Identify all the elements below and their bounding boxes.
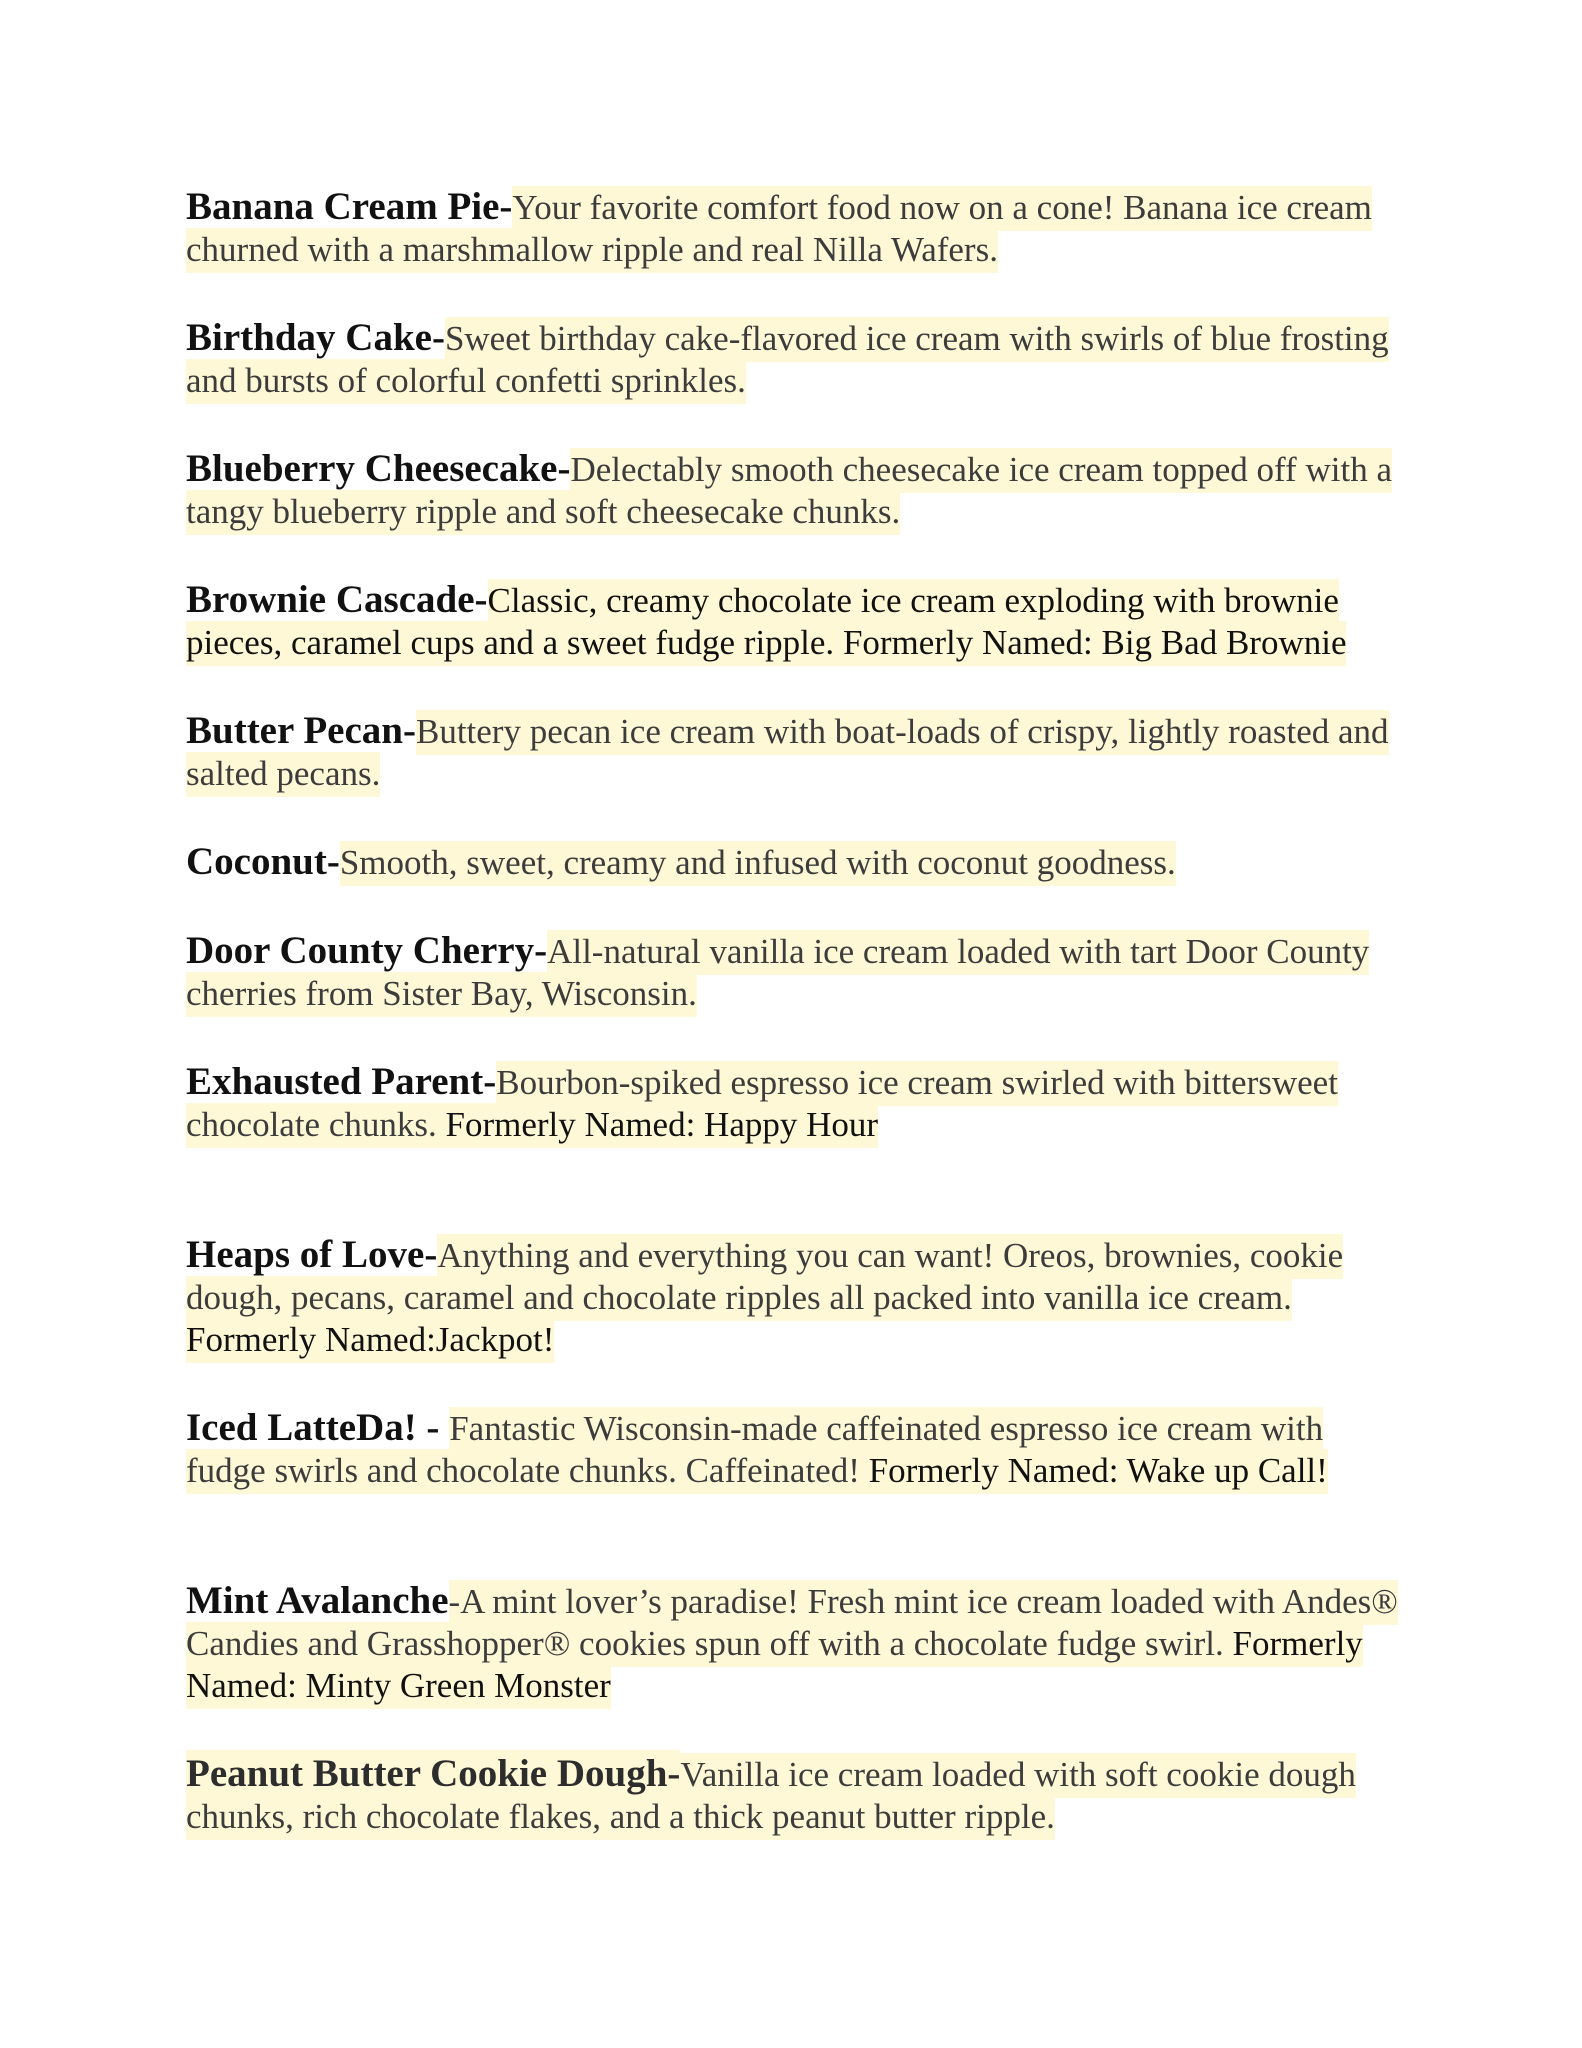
flavor-name: Blueberry Cheesecake- <box>186 447 571 490</box>
flavor-entry-door-county-cherry <box>186 930 1406 1015</box>
flavor-entry-butter-pecan <box>186 710 1406 795</box>
flavor-name: Mint Avalanche <box>186 1579 449 1622</box>
flavor-entry-heaps-of-love <box>186 1234 1406 1361</box>
flavor-name: Banana Cream Pie- <box>186 185 513 228</box>
flavor-entry-iced-latteda <box>186 1407 1406 1492</box>
flavor-name: Exhausted Parent- <box>186 1060 497 1103</box>
flavor-entry-peanut-butter-cookie-dough <box>186 1753 1406 1838</box>
flavor-name: Peanut Butter Cookie Dough- <box>186 1750 680 1799</box>
flavor-description: Fantastic Wisconsin-made caffeinated espresso ice cream with fudge swirls and chocolate chunks. Caffeinated! <box>186 1407 1323 1494</box>
flavor-description: Anything and everything you can want! Oreos, brownies, cookie dough, pecans, caramel and chocolate ripples all packed into vanilla ice cream. <box>186 1234 1343 1321</box>
flavor-name: Brownie Cascade- <box>186 578 488 621</box>
flavor-name: Door County Cherry- <box>186 929 548 972</box>
formerly-named: Formerly Named:Jackpot! <box>186 1318 554 1363</box>
flavor-entry-coconut <box>186 841 1406 884</box>
flavor-entry-banana-cream-pie <box>186 186 1406 271</box>
formerly-named: Formerly Named: Big Bad Brownie <box>843 621 1347 666</box>
flavor-description: Classic, creamy chocolate ice cream exploding with brownie pieces, caramel cups and a sweet fudge ripple. <box>186 579 1339 666</box>
flavor-description: Buttery pecan ice cream with boat-loads of crispy, lightly roasted and salted pecans. <box>186 710 1389 797</box>
flavor-description: Delectably smooth cheesecake ice cream topped off with a tangy blueberry ripple and soft cheesecake chunks. <box>186 448 1392 535</box>
flavor-description: All-natural vanilla ice cream loaded with tart Door County cherries from Sister Bay, Wisconsin. <box>186 930 1369 1017</box>
formerly-named: Formerly Named: Wake up Call! <box>869 1449 1328 1494</box>
formerly-named: Formerly Named: Minty Green Monster <box>186 1622 1363 1709</box>
flavor-name: Birthday Cake- <box>186 316 445 359</box>
formerly-named: Formerly Named: Happy Hour <box>446 1103 879 1148</box>
flavor-entry-blueberry-cheesecake <box>186 448 1406 533</box>
flavor-description: -A mint lover’s paradise! Fresh mint ice cream loaded with Andes® Candies and Grasshopper® cookies spun off with a chocolate fudge swirl. <box>186 1580 1398 1667</box>
flavor-description: Sweet birthday cake-flavored ice cream with swirls of blue frosting and bursts of colorful confetti sprinkles. <box>186 317 1389 404</box>
flavor-name: Butter Pecan- <box>186 709 416 752</box>
flavor-description: Bourbon-spiked espresso ice cream swirled with bittersweet chocolate chunks. <box>186 1061 1338 1148</box>
flavor-entry-mint-avalanche <box>186 1580 1406 1707</box>
flavor-name: Heaps of Love- <box>186 1233 438 1276</box>
flavor-entry-birthday-cake <box>186 317 1406 402</box>
flavor-description: Smooth, sweet, creamy and infused with coconut goodness. <box>340 841 1176 886</box>
flavor-description: Vanilla ice cream loaded with soft cookie dough chunks, rich chocolate flakes, and a thick peanut butter ripple. <box>186 1753 1356 1840</box>
flavor-list <box>186 186 1406 1838</box>
flavor-name: Iced LatteDa! - <box>186 1406 450 1449</box>
flavor-entry-exhausted-parent <box>186 1061 1406 1146</box>
flavor-entry-brownie-cascade <box>186 579 1406 664</box>
flavor-description: Your favorite comfort food now on a cone! Banana ice cream churned with a marshmallow ripple and real Nilla Wafers. <box>186 186 1372 273</box>
flavor-name: Coconut- <box>186 840 340 883</box>
